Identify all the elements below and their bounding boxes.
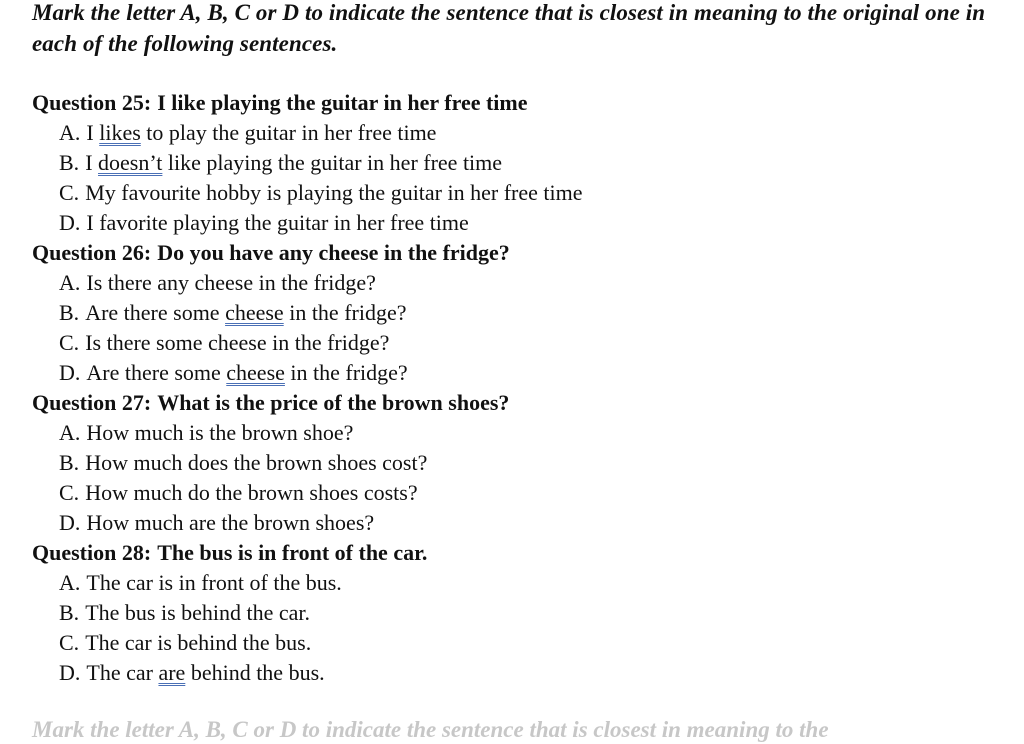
option-text-rest: like playing the guitar in her free time: [162, 150, 503, 175]
option-a: [32, 268, 992, 298]
option-b: [32, 598, 992, 628]
question-stem-line: [32, 88, 992, 118]
option-d: [32, 508, 992, 538]
option-text: How much do the brown shoes costs?: [85, 480, 418, 505]
option-text: I: [85, 150, 99, 175]
option-text: The car: [86, 660, 159, 685]
option-letter: C.: [59, 330, 80, 355]
option-b: [32, 148, 992, 178]
option-letter: A.: [59, 120, 81, 145]
option-text-rest: to play the guitar in her free time: [140, 120, 437, 145]
option-d: [32, 208, 992, 238]
option-b: [32, 298, 992, 328]
option-c: [32, 478, 992, 508]
question-28: [32, 538, 992, 688]
option-letter: D.: [59, 660, 81, 685]
option-text: The car is behind the bus.: [85, 630, 312, 655]
grammar-error-underline: cheese: [225, 300, 284, 325]
option-letter: A.: [59, 570, 81, 595]
option-text: Is there some cheese in the fridge?: [85, 330, 390, 355]
grammar-error-underline: cheese: [226, 360, 285, 385]
question-stem-line: [32, 388, 992, 418]
option-text: My favourite hobby is playing the guitar in her free time: [85, 180, 583, 205]
question-label: Question 27:: [32, 390, 152, 415]
option-text: I favorite playing the guitar in her free time: [86, 210, 469, 235]
option-c: [32, 628, 992, 658]
cutoff-next-section: [32, 712, 992, 742]
question-27: [32, 388, 992, 538]
option-a: [32, 568, 992, 598]
option-text: The bus is behind the car.: [85, 600, 311, 625]
option-letter: D.: [59, 510, 81, 535]
question-25: [32, 88, 992, 238]
grammar-error-underline: doesn’t: [98, 150, 163, 175]
option-text-rest: behind the bus.: [185, 660, 325, 685]
question-stem-line: [32, 238, 992, 268]
instruction-text: Mark the letter A, B, C or D to indicate the sentence that is closest in meaning to the original one in each of the following sentences.: [32, 0, 986, 56]
question-26: [32, 238, 992, 388]
option-letter: C.: [59, 480, 80, 505]
option-letter: B.: [59, 150, 80, 175]
option-text: How much is the brown shoe?: [86, 420, 354, 445]
option-a: [32, 418, 992, 448]
option-letter: B.: [59, 600, 80, 625]
grammar-error-underline: likes: [99, 120, 141, 145]
option-text: Are there some: [85, 300, 226, 325]
option-text: How much are the brown shoes?: [86, 510, 375, 535]
option-a: [32, 118, 992, 148]
option-letter: A.: [59, 420, 81, 445]
question-label: Question 26:: [32, 240, 152, 265]
option-c: [32, 328, 992, 358]
option-text: Are there some: [86, 360, 227, 385]
option-d: [32, 358, 992, 388]
option-b: [32, 448, 992, 478]
question-stem: The bus is in front of the car.: [157, 540, 428, 565]
option-c: [32, 178, 992, 208]
option-text: The car is in front of the bus.: [86, 570, 342, 595]
option-letter: D.: [59, 210, 81, 235]
option-letter: C.: [59, 630, 80, 655]
option-text-rest: in the fridge?: [283, 300, 407, 325]
option-letter: C.: [59, 180, 80, 205]
question-stem: I like playing the guitar in her free time: [157, 90, 528, 115]
question-label: Question 28:: [32, 540, 152, 565]
question-list: [32, 88, 992, 688]
option-letter: B.: [59, 300, 80, 325]
option-text: Is there any cheese in the fridge?: [86, 270, 376, 295]
option-d: [32, 658, 992, 688]
option-text: How much does the brown shoes cost?: [85, 450, 428, 475]
option-letter: A.: [59, 270, 81, 295]
option-text: I: [86, 120, 100, 145]
cutoff-text: Mark the letter A, B, C or D to indicate the sentence that is closest in meaning to the: [32, 717, 829, 742]
question-label: Question 25:: [32, 90, 152, 115]
question-stem-line: [32, 538, 992, 568]
question-stem: Do you have any cheese in the fridge?: [157, 240, 510, 265]
question-stem: What is the price of the brown shoes?: [157, 390, 510, 415]
option-letter: D.: [59, 360, 81, 385]
option-text-rest: in the fridge?: [284, 360, 408, 385]
option-letter: B.: [59, 450, 80, 475]
grammar-error-underline: are: [158, 660, 186, 685]
